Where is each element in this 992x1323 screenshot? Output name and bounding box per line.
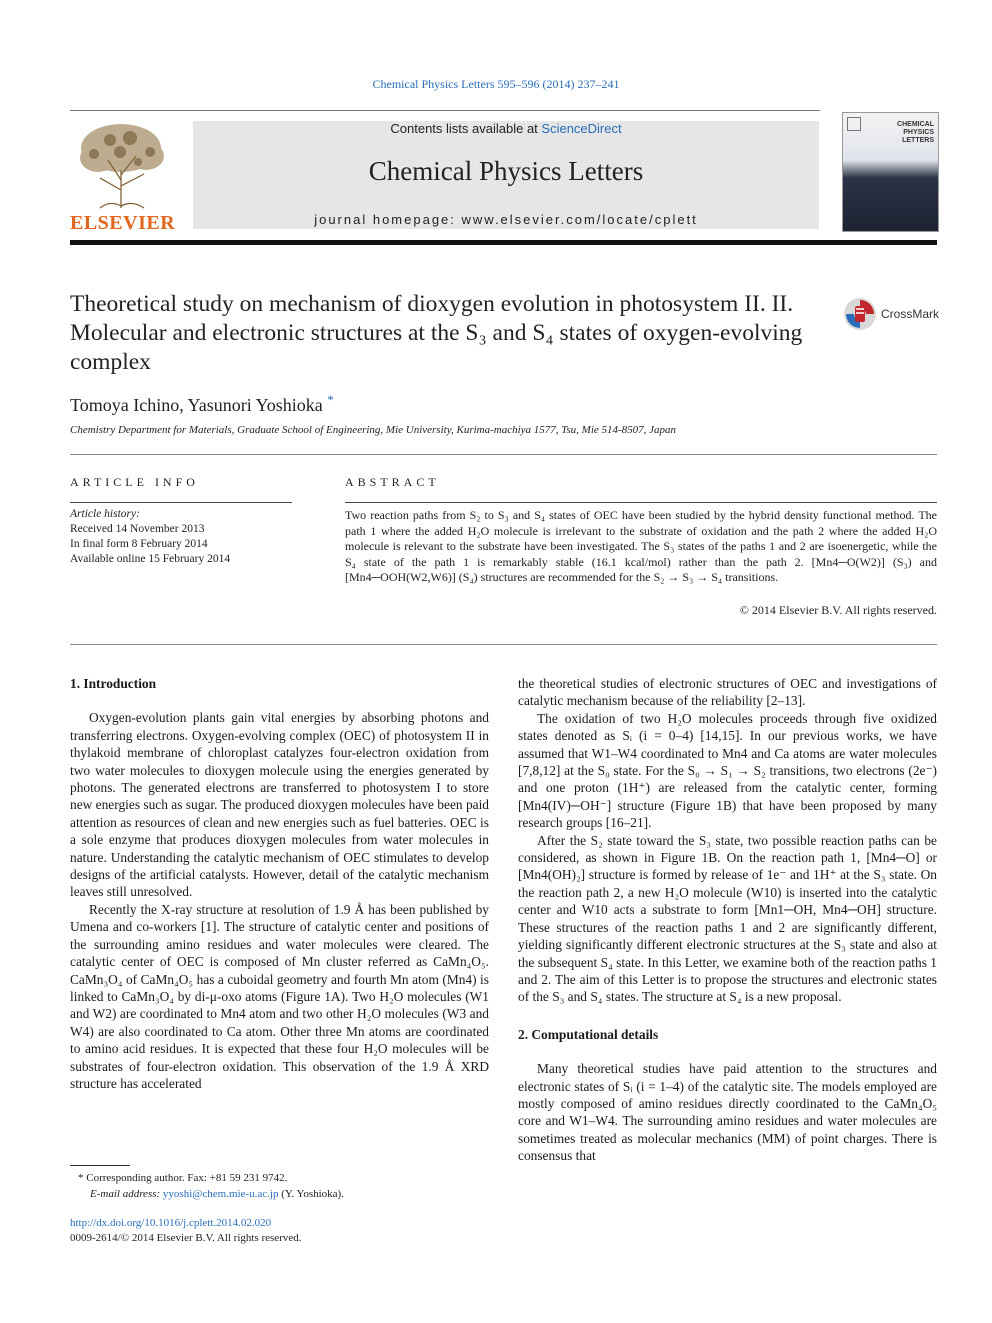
article-title: Theoretical study on mechanism of dioxygen evolution in photosystem II. II. Molecular and electronic structures at the S₃ and S₄ states of oxygen-evolving complex [70,291,803,375]
doi-link[interactable]: http://dx.doi.org/10.1016/j.cplett.2014.02.020 [70,1217,272,1229]
online-date: Available online 15 February 2014 [70,553,231,565]
footnote-rule [70,1165,130,1166]
article-info-rule [70,502,292,503]
footnote [70,1170,489,1202]
abstract-text: Two reaction paths from S₂ to S₃ and S₄ states of OEC have been studied by the hybrid density functional method. The path 1 where the added H₂O molecule is irrelevant to the substrate of oxidation and the path 2 where the added H₂O molecule is relevant to the substrate have been investigated. The S₃ states of the paths 1 and 2 are isoenergetic, while the S₄ state of the path 1 is remarkably stable (16.1 kcal/mol) rather than the path 2. [Mn4─O(W2)] (S₃) and [Mn4─OOH(W2,W6)] (S₄) structures are recommended for the S₂ → S₃ → S₄ transitions. [345,508,937,584]
contents-line [193,121,819,136]
author-list [70,392,334,416]
journal-cover-thumbnail [842,112,939,232]
abstract-rule [345,502,937,503]
body-paragraph: After the S₂ state toward the S₃ state, two possible reaction paths can be considered, as shown in Figure 1B. On the reaction path 1, [Mn4─O] or [Mn4(OH)₂] structure is formed by release of 1e⁻ and 1H⁺ at the S₃ state. On the reaction path 2, a new H₂O molecule (W10) is inserted into the catalytic center and W10 acts a substrate to form [Mn1─OH, Mn4─OH] structure. These structures of the reaction paths 1 and 2 are significantly different, yielding significantly different electronic structures at the S₃ state and also at the subsequent S₄ state. In this Letter, we examine both of the reaction paths 1 and 2. The aim of this Letter is to propose the structures and electronic states of the S₃ and S₄ states. The structure at S₄ is a new proposal. [518,832,937,1005]
sciencedirect-link[interactable]: ScienceDirect [541,121,622,136]
doi-block [70,1216,302,1246]
section-heading-computational-details: 2. Computational details [518,1026,659,1042]
abstract-copyright: © 2014 Elsevier B.V. All rights reserved. [739,603,937,617]
crossmark-label: CrossMark [881,307,940,321]
elsevier-wordmark: ELSEVIER [70,212,176,234]
section-divider [70,644,937,645]
body-paragraph: the theoretical studies of electronic structures of OEC and investigations of catalytic mechanism because of the reliability [2–13]. [518,676,937,709]
revised-date: In final form 8 February 2014 [70,538,208,550]
body-paragraph: Recently the X-ray structure at resolution of 1.9 Å has been published by Umena and co-workers [1]. The structure of catalytic center and positions of the surrounding amino residues and water molecules were cleared. The catalytic center of OEC is composed of Mn cluster referred as CaMn₄O₅. CaMn₃O₄ of CaMn₄O₅ has a cuboidal geometry and fourth Mn atom (Mn4) is linked to CaMn₃O₄ by di-μ-oxo atoms (Figure 1A). Two H₂O molecules (W1 and W2) are coordinated to Mn4 atom and two other H₂O molecules (W3 and W4) are also coordinated to Ca atom. Other three Mn atoms are coordinated to amino acid residues. It is expected that these four H₂O molecules will be substrates of four-electron oxidation. This observation of the 1.9 Å XRD structure has accelerated [70,901,489,1091]
corresponding-author-note: * Corresponding author. Fax: +81 59 231 9742. [78,1172,288,1184]
journal-homepage[interactable]: journal homepage: www.elsevier.com/locate/cplett [314,212,698,227]
article-info-heading: ARTICLE INFO [70,475,199,489]
section-heading-introduction: 1. Introduction [70,676,157,691]
cover-title: CHEMICAL PHYSICS LETTERS [897,121,934,144]
crossmark-icon [843,297,877,331]
author-names: Tomoya Ichino, Yasunori Yoshioka [70,395,323,415]
corresponding-author-mark[interactable]: * [327,392,334,407]
body-paragraph: Many theoretical studies have paid attention to the structures and electronic states of Sᵢ (i = 1–4) of the catalytic site. The models employed are mostly composed of amino residues directly coordinated to the CaMn₄O₅ core and W1–W4. The surrounding amino residues and water molecules are sometimes treated as molecular mechanics (MM) of point charges. There is consensus that [518,1061,937,1164]
received-date: Received 14 November 2013 [70,523,205,535]
journal-citation[interactable]: Chemical Physics Letters 595–596 (2014) 237–241 [372,77,620,91]
contents-prefix: Contents lists available at [390,121,542,136]
cover-badge-icon [847,117,861,131]
body-paragraph: Oxygen-evolution plants gain vital energies by absorbing photons and transferring electrons. Oxygen-evolving complex (OEC) of photosystem II in thylakoid membrane of chloroplast catalyzes four-electron oxidation from two water molecules to dioxygen molecule using the energies generated by photons. The generated electrons are transferred to photosystem I to store new energies such as sugar. The produced dioxygen molecules have been paid attention as resources of clean and new energies such as fuel batteries. OEC is a sole enzyme that produces dioxygen molecules from water molecules in nature. Understanding the catalytic mechanism of OEC stimulates to develop designs of the artificial catalysts. However, detail of the catalytic mechanism leaves still unresolved. [70,710,489,900]
body-right-column [518,675,937,1165]
author-affiliation: Chemistry Department for Materials, Graduate School of Engineering, Mie University, Kurima-machiya 1577, Tsu, Mie 514-8507, Japan [70,424,677,436]
body-left-column [70,675,489,1092]
header-thick-rule [70,240,937,245]
section-divider [70,454,937,455]
history-label: Article history: [70,508,140,520]
article-history [70,507,230,567]
abstract-heading: ABSTRACT [345,475,440,489]
email-label: E-mail address: [90,1188,163,1200]
header-top-rule [70,110,820,111]
journal-name: Chemical Physics Letters [368,156,644,186]
author-email-link[interactable]: yyoshi@chem.mie-u.ac.jp [162,1188,279,1200]
email-suffix: (Y. Yoshioka). [278,1188,344,1200]
issn-line: 0009-2614/© 2014 Elsevier B.V. All rights reserved. [70,1232,302,1244]
body-paragraph: The oxidation of two H₂O molecules proceeds through five oxidized states denoted as Sᵢ (i = 0–4) [14,15]. In our previous works, we have assumed that W1–W4 coordinated to Mn4 and Ca atoms are water molecules [7,8,12] at the S₀ state. For the S₀ → S₁ → S₂ transitions, two electrons (2e⁻) and one proton (1H⁺) are released from the catalytic center, forming [Mn4(IV)─OH⁻] structure (Figure 1B) that have been proposed by many research groups [16–21]. [518,710,937,831]
crossmark-button[interactable] [843,297,943,335]
